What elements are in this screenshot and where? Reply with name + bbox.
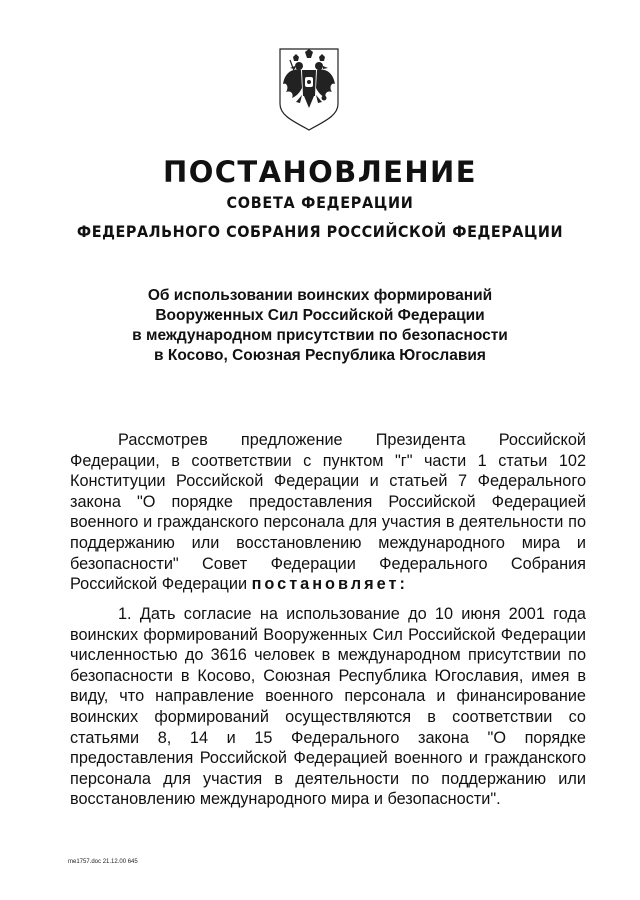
document-subject xyxy=(0,286,640,366)
preamble-text: Рассмотрев предложение Президента Российской Федерации, в соответствии с пунктом "г" части 1 статьи 102 Конституции Российской Федерации и статьей 7 Федерального закона "О порядке предоставления Российской Федерацией военного и гражданского персонала для участия в деятельности по поддержанию или восстановлению международного мира и безопасности" Совет Федерации Федерального Собрания Российской Федерации xyxy=(70,431,586,594)
subject-line: Об использовании воинских формирований xyxy=(147,287,493,304)
subject-line: Вооруженных Сил Российской Федерации xyxy=(155,307,485,324)
clause-1-text: 1. Дать согласие на использование до 10 июня 2001 года воинских формирований Вооруженных Сил Российской Федерации численностью до 3616 человек в международном присутствии по безопасности в Косово, Союзная Республика Югославия, имея в виду, что направление военного персонала и финансирование воинских формирований осуществляются в соответствии со статьями 8, 14 и 15 Федерального закона "О порядке предоставления Российской Федерацией военного и гражданского персонала для участия в деятельности по поддержанию или восстановлению международного мира и безопасности". xyxy=(70,605,586,809)
resolves-word: постановляет: xyxy=(251,575,408,594)
document-title: ПОСТАНОВЛЕНИЕ xyxy=(163,155,477,189)
clause-1-paragraph xyxy=(70,604,586,810)
preamble-paragraph xyxy=(70,430,586,595)
issuing-body-line-1: СОВЕТА ФЕДЕРАЦИИ xyxy=(226,193,414,212)
issuing-body-line-2: ФЕДЕРАЛЬНОГО СОБРАНИЯ РОССИЙСКОЙ ФЕДЕРАЦИИ xyxy=(76,222,564,241)
subject-line: в международном присутствии по безопасности xyxy=(132,327,508,344)
file-reference-mark: me1757.doc 21.12.00 645 xyxy=(68,859,138,865)
subject-line: в Косово, Союзная Республика Югославия xyxy=(154,347,486,364)
coat-of-arms-icon xyxy=(278,46,340,132)
